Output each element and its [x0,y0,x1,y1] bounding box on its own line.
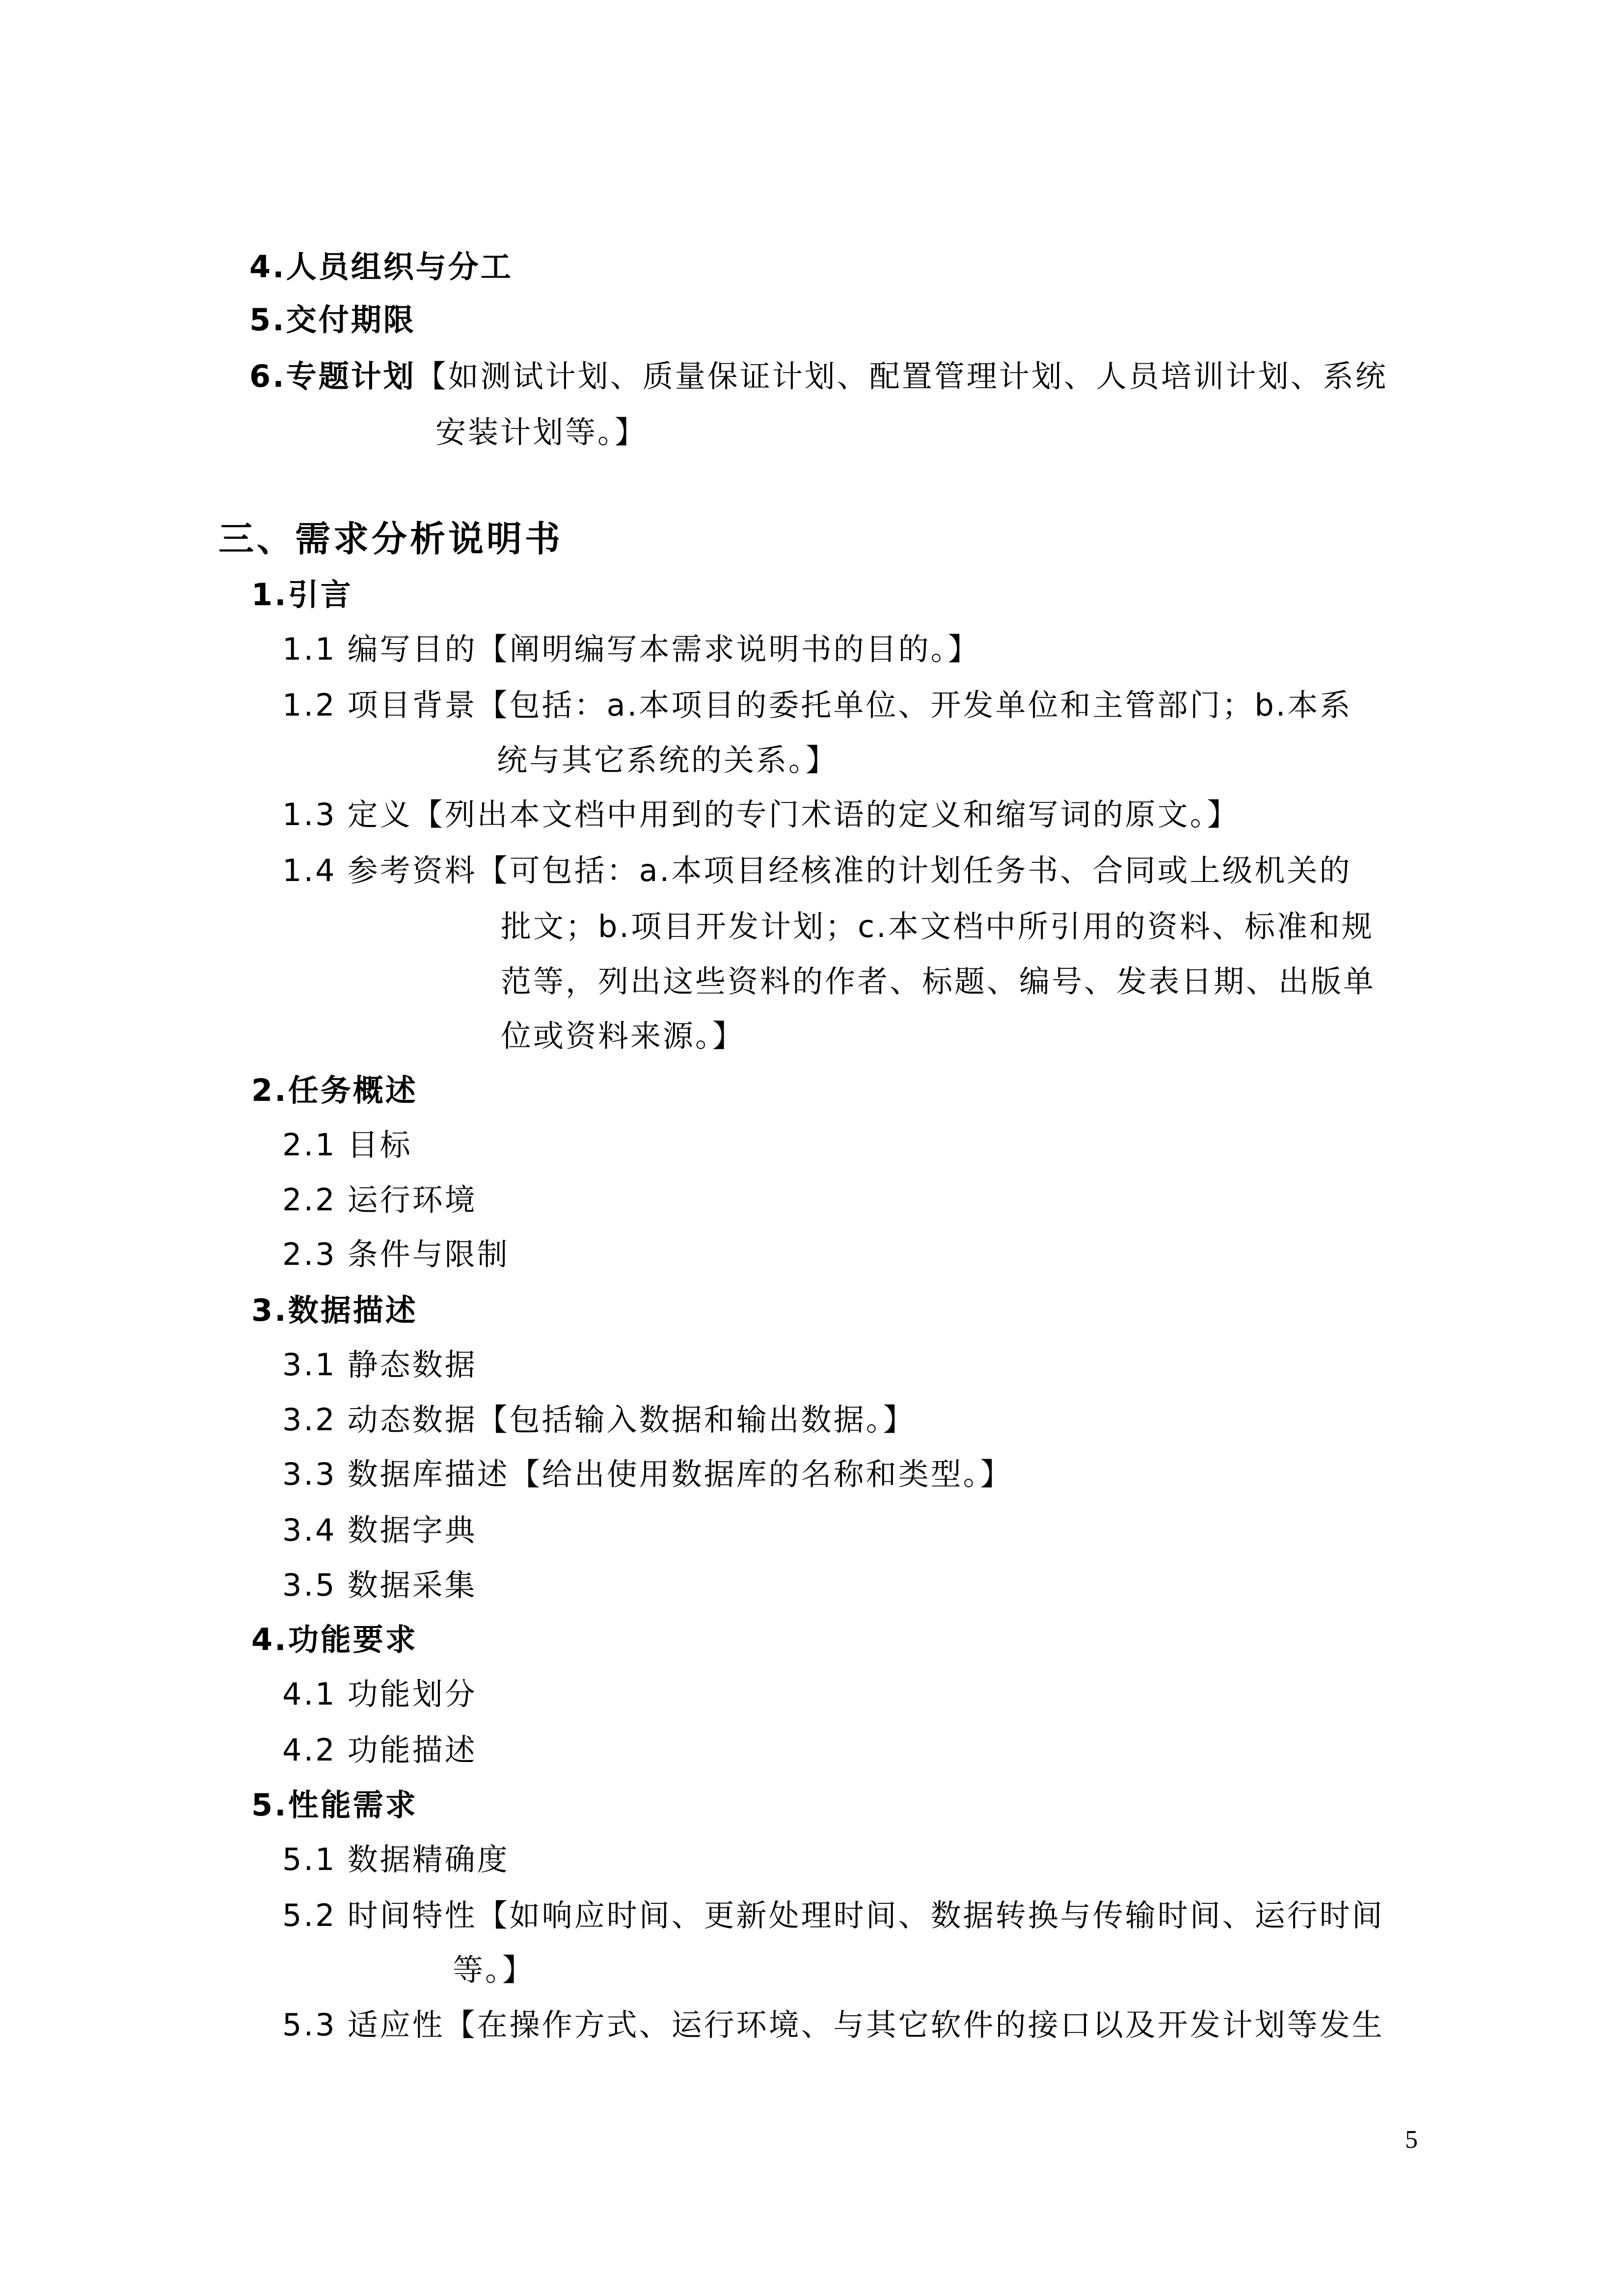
subitem-constraints [282,1235,510,1274]
subitem-number: 2.3 [282,1236,337,1272]
subitem-title: 动态数据 [347,1402,477,1438]
subitem-title: 目标 [347,1127,412,1163]
subitem-number: 2.2 [282,1182,337,1218]
item-title: 交付期限 [286,302,416,338]
subitem-note: 【给出使用数据库的名称和类型。】 [509,1456,1013,1492]
subitem-number: 3.1 [282,1347,337,1383]
item-number: 5. [249,302,286,338]
subitem-title: 运行环境 [347,1182,477,1218]
subitem-references [282,851,1352,890]
subitem-title: 功能描述 [347,1732,477,1768]
list-item-special-plans [249,357,1388,396]
chapter-number: 1. [251,577,288,613]
subitem-title: 数据精确度 [347,1842,510,1877]
subitem-data-collection [282,1566,477,1605]
chapter-title: 性能需求 [288,1787,418,1823]
item-title: 人员组织与分工 [286,249,513,285]
subitem-note: 【列出本文档中用到的专门术语的定义和缩写词的原文。】 [412,797,1240,832]
item-note-continuation: 安装计划等。】 [435,414,648,450]
list-item-special-plans-continuation [435,413,647,452]
chapter-heading-introduction [251,575,353,614]
subitem-title: 数据采集 [347,1567,477,1603]
subitem-title: 编写目的 [347,631,477,667]
chapter-number: 5. [251,1787,288,1823]
subitem-references-continuation-1: 批文；b.项目开发计划；c.本文档中所引用的资料、标准和规 [501,908,1374,944]
list-item-deadline [249,300,416,340]
subitem-goals [282,1125,412,1165]
chapter-heading-functional-requirements [251,1620,418,1659]
chapter-title: 引言 [288,577,353,613]
chapter-heading-performance-requirements [251,1786,418,1825]
subitem-note: 【在操作方式、运行环境、与其它软件的接口以及开发计划等发生 [444,2007,1384,2043]
subitem-adaptability [282,2005,1384,2045]
subitem-number: 1.4 [282,853,337,888]
subitem-database-description [282,1455,1013,1494]
subitem-title: 项目背景 [347,687,477,723]
subitem-timing-continuation: 等。】 [453,1952,535,1988]
subitem-title: 时间特性 [347,1897,477,1933]
section-heading: 三、需求分析说明书 [218,518,564,560]
subitem-number: 5.2 [282,1897,337,1933]
subitem-note: 【如响应时间、更新处理时间、数据转换与传输时间、运行时间 [477,1897,1384,1933]
item-number: 6. [249,358,286,394]
subitem-function-division [282,1675,477,1714]
subitem-purpose [282,630,980,669]
subitem-number: 4.2 [282,1732,337,1768]
subitem-function-description [282,1731,477,1770]
subitem-static-data [282,1345,477,1385]
subitem-number: 1.2 [282,687,337,723]
subitem-title: 数据库描述 [347,1456,510,1492]
chapter-title: 功能要求 [288,1622,418,1657]
chapter-heading-task-overview [251,1071,418,1110]
subitem-timing [282,1896,1384,1935]
page-number: 5 [1405,2126,1418,2154]
item-title: 专题计划 [286,358,416,394]
subitem-title: 静态数据 [347,1347,477,1383]
subitem-title: 条件与限制 [347,1236,510,1272]
subitem-note: 【包括输入数据和输出数据。】 [477,1402,916,1438]
subitem-note: 【可包括：a.本项目经核准的计划任务书、合同或上级机关的 [477,853,1352,888]
subitem-title: 定义 [347,797,412,832]
item-number: 4. [249,249,286,285]
subitem-number: 3.5 [282,1567,337,1603]
subitem-number: 2.1 [282,1127,337,1163]
chapter-number: 3. [251,1292,288,1328]
subitem-title: 参考资料 [347,853,477,888]
subitem-number: 3.2 [282,1402,337,1438]
subitem-note: 【阐明编写本需求说明书的目的。】 [477,631,980,667]
subitem-data-precision [282,1840,510,1879]
subitem-background-continuation: 统与其它系统的关系。】 [497,742,839,778]
subitem-number: 1.1 [282,631,337,667]
subitem-note: 【包括：a.本项目的委托单位、开发单位和主管部门；b.本系 [477,687,1353,723]
subitem-references-continuation-3: 位或资料来源。】 [501,1018,745,1054]
subitem-runtime-environment [282,1180,477,1220]
list-item-staffing [249,247,513,287]
subitem-title: 数据字典 [347,1512,477,1548]
subitem-number: 3.4 [282,1512,337,1548]
chapter-number: 4. [251,1622,288,1657]
chapter-heading-data-description [251,1291,418,1330]
subitem-references-continuation-2: 范等，列出这些资料的作者、标题、编号、发表日期、出版单 [501,963,1376,999]
subitem-title: 适应性 [347,2007,445,2043]
subitem-number: 5.1 [282,1842,337,1877]
subitem-number: 3.3 [282,1456,337,1492]
chapter-title: 数据描述 [288,1292,418,1328]
subitem-data-dictionary [282,1511,477,1550]
chapter-title: 任务概述 [288,1072,418,1108]
subitem-title: 功能划分 [347,1676,477,1712]
subitem-number: 5.3 [282,2007,337,2043]
subitem-definitions [282,795,1240,834]
subitem-number: 4.1 [282,1676,337,1712]
chapter-number: 2. [251,1072,288,1108]
item-note: 【如测试计划、质量保证计划、配置管理计划、人员培训计划、系统 [415,358,1388,394]
subitem-number: 1.3 [282,797,337,832]
subitem-background [282,686,1352,725]
subitem-dynamic-data [282,1400,916,1440]
